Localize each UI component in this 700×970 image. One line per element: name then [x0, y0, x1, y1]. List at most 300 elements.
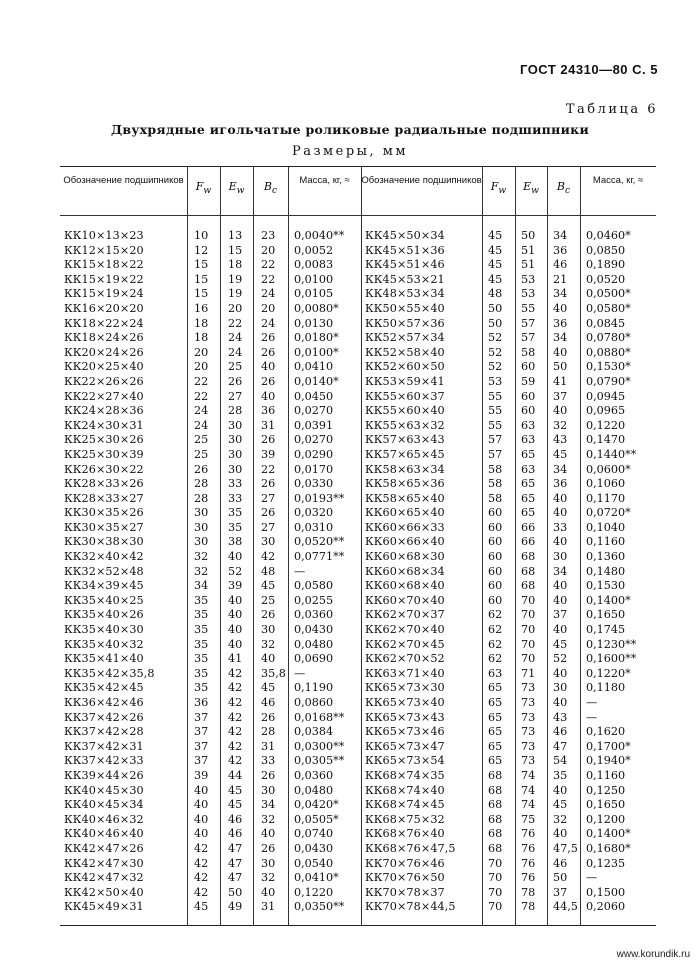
fw-cell: 68 [488, 827, 503, 841]
designation-cell: КК45×53×21 [365, 272, 445, 286]
ew-cell: 55 [521, 301, 536, 315]
fw-cell: 60 [488, 593, 503, 607]
mass-cell: 0,0270 [294, 404, 334, 418]
mass-cell: — [294, 564, 306, 578]
designation-cell: КК53×59×41 [365, 374, 445, 388]
designation-cell: КК40×45×30 [64, 783, 144, 797]
designation-cell: КК55×60×37 [365, 389, 445, 403]
designation-cell: КК52×60×50 [365, 360, 445, 374]
fw-cell: 62 [488, 637, 503, 651]
mass-cell: 0,0100* [294, 345, 339, 359]
fw-cell: 48 [488, 287, 503, 301]
table-row [60, 638, 656, 653]
table-row [60, 608, 656, 623]
bc-cell: 36 [553, 316, 568, 330]
designation-cell: КК42×47×30 [64, 856, 144, 870]
mass-cell: 0,1470 [586, 433, 626, 447]
fw-cell: 65 [488, 754, 503, 768]
table-row [60, 331, 656, 346]
designation-cell: КК65×73×40 [365, 696, 445, 709]
mass-cell: 0,1060 [586, 477, 626, 491]
bc-cell: 40 [553, 491, 568, 505]
table-row [60, 579, 656, 594]
fw-cell: 45 [488, 229, 503, 242]
ew-cell: 19 [228, 287, 243, 301]
mass-cell: 0,1180 [586, 681, 626, 695]
bc-cell: 26 [261, 841, 276, 855]
ew-cell: 57 [521, 316, 536, 330]
table-row [60, 886, 656, 901]
ew-cell: 57 [521, 331, 536, 345]
fw-cell: 45 [488, 243, 503, 257]
fw-cell: 22 [194, 374, 209, 388]
bc-cell: 45 [261, 579, 276, 593]
mass-cell: 0,1235 [586, 856, 626, 870]
designation-cell: КК35×40×26 [64, 608, 144, 622]
table-title: Двухрядные игольчатые роликовые радиальные подшипники [110, 122, 590, 137]
fw-cell: 45 [488, 272, 503, 286]
fw-cell: 62 [488, 623, 503, 637]
mass-cell: 0,0360 [294, 608, 334, 622]
mass-cell: 0,0255 [294, 593, 334, 607]
ew-cell: 73 [521, 710, 536, 724]
designation-cell: КК28×33×26 [64, 477, 144, 491]
designation-cell: КК16×20×20 [64, 301, 144, 315]
ew-cell: 40 [228, 608, 243, 622]
designation-cell: КК35×42×35,8 [64, 666, 155, 680]
mass-cell: 0,0410* [294, 871, 339, 885]
table-row [60, 696, 656, 711]
bc-cell: 52 [553, 652, 568, 666]
mass-cell: 0,0180* [294, 331, 339, 345]
ew-cell: 39 [228, 579, 243, 593]
ew-cell: 35 [228, 506, 243, 520]
table-row [60, 725, 656, 740]
mass-cell: 0,0790* [586, 374, 631, 388]
ew-cell: 73 [521, 681, 536, 695]
mass-cell: 0,1040 [586, 520, 626, 534]
ew-cell: 42 [228, 754, 243, 768]
table-row [60, 623, 656, 638]
mass-cell: 0,0480 [294, 783, 334, 797]
designation-cell: КК22×27×40 [64, 389, 144, 403]
ew-cell: 47 [228, 856, 243, 870]
designation-cell: КК35×42×45 [64, 681, 144, 695]
ew-cell: 65 [521, 491, 536, 505]
table-row [60, 346, 656, 361]
mass-cell: 0,0771** [294, 550, 345, 564]
bc-cell: 43 [553, 710, 568, 724]
designation-cell: КК30×35×27 [64, 520, 144, 534]
mass-cell: 0,0168** [294, 710, 345, 724]
bc-cell: 37 [553, 389, 568, 403]
fw-cell: 15 [194, 272, 209, 286]
fw-cell: 28 [194, 491, 209, 505]
ew-cell: 70 [521, 652, 536, 666]
designation-cell: КК68×76×47,5 [365, 841, 456, 855]
designation-cell: КК45×50×34 [365, 229, 445, 242]
bc-cell: 40 [553, 579, 568, 593]
mass-cell: 0,1400* [586, 593, 631, 607]
mass-cell: 0,0320 [294, 506, 334, 520]
fw-cell: 63 [488, 666, 503, 680]
mass-cell: 0,0850 [586, 243, 626, 257]
bc-cell: 33 [553, 520, 568, 534]
ew-cell: 74 [521, 798, 536, 812]
table-row [60, 433, 656, 448]
fw-cell: 26 [194, 462, 209, 476]
mass-cell: 0,0845 [586, 316, 626, 330]
bc-cell: 54 [553, 754, 568, 768]
bc-cell: 26 [261, 608, 276, 622]
fw-cell: 60 [488, 520, 503, 534]
fw-cell: 50 [488, 301, 503, 315]
bc-cell: 44,5 [553, 900, 578, 914]
table-row [60, 681, 656, 696]
ew-cell: 42 [228, 725, 243, 739]
mass-cell: 0,0305** [294, 754, 345, 768]
bc-cell: 22 [261, 462, 276, 476]
bc-cell: 40 [553, 666, 568, 680]
fw-cell: 42 [194, 841, 209, 855]
table-row [60, 477, 656, 492]
col-header-ew: $E_w$ [228, 180, 245, 197]
designation-cell: КК52×58×40 [365, 345, 445, 359]
designation-cell: КК37×42×28 [64, 725, 144, 739]
fw-cell: 60 [488, 579, 503, 593]
bc-cell: 48 [261, 564, 276, 578]
bc-cell: 20 [261, 243, 276, 257]
fw-cell: 15 [194, 287, 209, 301]
ew-cell: 60 [521, 360, 536, 374]
bc-cell: 26 [261, 710, 276, 724]
ew-cell: 27 [228, 389, 243, 403]
ew-cell: 65 [521, 506, 536, 520]
designation-cell: КК60×70×40 [365, 593, 445, 607]
bc-cell: 37 [553, 608, 568, 622]
fw-cell: 68 [488, 798, 503, 812]
ew-cell: 42 [228, 696, 243, 709]
col-header-bc: $B_c$ [556, 180, 571, 197]
mass-cell: 0,1250 [586, 783, 626, 797]
designation-cell: КК65×73×47 [365, 739, 445, 753]
fw-cell: 30 [194, 520, 209, 534]
mass-cell: 0,0420* [294, 798, 339, 812]
table-row [60, 871, 656, 886]
site-watermark: www.korundik.ru [616, 949, 690, 960]
fw-cell: 68 [488, 841, 503, 855]
mass-cell: 0,1160 [586, 768, 626, 782]
mass-cell: 0,0450 [294, 389, 334, 403]
table-row [60, 521, 656, 536]
designation-cell: КК30×35×26 [64, 506, 144, 520]
fw-cell: 35 [194, 593, 209, 607]
designation-cell: КК36×42×46 [64, 696, 144, 709]
ew-cell: 42 [228, 681, 243, 695]
designation-cell: КК50×55×40 [365, 301, 445, 315]
bc-cell: 45 [553, 447, 568, 461]
mass-cell: 0,0540 [294, 856, 334, 870]
bc-cell: 24 [261, 287, 276, 301]
designation-cell: КК57×63×43 [365, 433, 445, 447]
bc-cell: 40 [553, 301, 568, 315]
fw-cell: 24 [194, 404, 209, 418]
designation-cell: КК24×28×36 [64, 404, 144, 418]
ew-cell: 75 [521, 812, 536, 826]
bc-cell: 34 [553, 287, 568, 301]
ew-cell: 19 [228, 272, 243, 286]
mass-cell: 0,1200 [586, 812, 626, 826]
ew-cell: 66 [521, 535, 536, 549]
designation-cell: КК20×25×40 [64, 360, 144, 374]
table-row [60, 594, 656, 609]
designation-cell: КК70×78×44,5 [365, 900, 456, 914]
designation-cell: КК55×63×32 [365, 418, 445, 432]
ew-cell: 63 [521, 418, 536, 432]
bc-cell: 47,5 [553, 841, 578, 855]
ew-cell: 74 [521, 768, 536, 782]
bc-cell: 30 [553, 550, 568, 564]
fw-cell: 40 [194, 827, 209, 841]
ew-cell: 76 [521, 856, 536, 870]
bc-cell: 25 [261, 593, 276, 607]
ew-cell: 30 [228, 433, 243, 447]
bc-cell: 36 [553, 477, 568, 491]
ew-cell: 18 [228, 258, 243, 272]
bc-cell: 40 [553, 535, 568, 549]
mass-cell: 0,0100 [294, 272, 334, 286]
table-row [60, 667, 656, 682]
table-row [60, 842, 656, 857]
col-header-fw: $F_w$ [490, 180, 507, 197]
designation-cell: КК28×33×27 [64, 491, 144, 505]
fw-cell: 35 [194, 608, 209, 622]
bc-cell: 46 [553, 258, 568, 272]
ew-cell: 30 [228, 418, 243, 432]
mass-cell: 0,0505* [294, 812, 339, 826]
designation-cell: КК42×50×40 [64, 885, 144, 899]
mass-cell: 0,1600** [586, 652, 637, 666]
mass-cell: 0,0384 [294, 725, 334, 739]
ew-cell: 40 [228, 593, 243, 607]
fw-cell: 39 [194, 768, 209, 782]
ew-cell: 28 [228, 404, 243, 418]
bc-cell: 28 [261, 725, 276, 739]
designation-cell: КК68×74×35 [365, 768, 445, 782]
fw-cell: 28 [194, 477, 209, 491]
ew-cell: 22 [228, 316, 243, 330]
mass-cell: 0,0580* [586, 301, 631, 315]
bc-cell: 40 [553, 404, 568, 418]
designation-cell: КК34×39×45 [64, 579, 144, 593]
designation-cell: КК58×65×40 [365, 491, 445, 505]
designation-cell: КК30×38×30 [64, 535, 144, 549]
fw-cell: 37 [194, 710, 209, 724]
designation-cell: КК48×53×34 [365, 287, 445, 301]
ew-cell: 76 [521, 841, 536, 855]
bc-cell: 41 [553, 374, 568, 388]
bc-cell: 37 [553, 885, 568, 899]
mass-cell: 0,0690 [294, 652, 334, 666]
mass-cell: 0,1530* [586, 360, 631, 374]
bc-cell: 42 [261, 550, 276, 564]
designation-cell: КК68×74×40 [365, 783, 445, 797]
table-row [60, 900, 656, 915]
bc-cell: 40 [553, 506, 568, 520]
designation-cell: КК40×46×40 [64, 827, 144, 841]
designation-cell: КК68×75×32 [365, 812, 445, 826]
mass-cell: 0,0460* [586, 229, 631, 242]
col-header-fw: $F_w$ [195, 180, 212, 197]
bc-cell: 34 [553, 229, 568, 242]
table-row [60, 857, 656, 872]
fw-cell: 34 [194, 579, 209, 593]
fw-cell: 30 [194, 535, 209, 549]
mass-cell: 0,1890 [586, 258, 626, 272]
bc-cell: 46 [553, 856, 568, 870]
bc-cell: 50 [553, 871, 568, 885]
ew-cell: 63 [521, 433, 536, 447]
designation-cell: КК15×19×22 [64, 272, 144, 286]
bc-cell: 26 [261, 433, 276, 447]
table-row [60, 273, 656, 288]
ew-cell: 73 [521, 696, 536, 709]
table-row [60, 448, 656, 463]
designation-cell: КК35×41×40 [64, 652, 144, 666]
bc-cell: 30 [261, 856, 276, 870]
table-number: Таблица 6 [565, 102, 658, 117]
mass-cell: 0,2060 [586, 900, 626, 914]
bc-cell: 26 [261, 477, 276, 491]
mass-cell: 0,1650 [586, 608, 626, 622]
mass-cell: 0,0880* [586, 345, 631, 359]
bc-cell: 46 [553, 725, 568, 739]
ew-cell: 42 [228, 666, 243, 680]
ew-cell: 68 [521, 564, 536, 578]
bc-cell: 26 [261, 345, 276, 359]
table-row [60, 754, 656, 769]
ew-cell: 60 [521, 404, 536, 418]
fw-cell: 45 [488, 258, 503, 272]
ew-cell: 63 [521, 462, 536, 476]
table-row [60, 229, 656, 244]
ew-cell: 68 [521, 550, 536, 564]
designation-cell: КК70×76×50 [365, 871, 445, 885]
mass-cell: 0,0500* [586, 287, 631, 301]
mass-cell: 0,1480 [586, 564, 626, 578]
ew-cell: 46 [228, 827, 243, 841]
fw-cell: 24 [194, 418, 209, 432]
bc-cell: 31 [261, 900, 276, 914]
designation-cell: КК39×44×26 [64, 768, 144, 782]
fw-cell: 62 [488, 652, 503, 666]
fw-cell: 65 [488, 739, 503, 753]
designation-cell: КК45×49×31 [64, 900, 144, 914]
fw-cell: 55 [488, 389, 503, 403]
fw-cell: 68 [488, 812, 503, 826]
ew-cell: 40 [228, 550, 243, 564]
bc-cell: 22 [261, 272, 276, 286]
mass-cell: 0,0170 [294, 462, 334, 476]
designation-cell: КК60×68×34 [365, 564, 445, 578]
ew-cell: 73 [521, 739, 536, 753]
designation-cell: КК22×26×26 [64, 374, 144, 388]
fw-cell: 37 [194, 754, 209, 768]
fw-cell: 30 [194, 506, 209, 520]
designation-cell: КК55×60×40 [365, 404, 445, 418]
designation-cell: КК58×65×36 [365, 477, 445, 491]
mass-cell: 0,0360 [294, 768, 334, 782]
mass-cell: — [586, 871, 598, 885]
mass-cell: 0,0860 [294, 696, 334, 709]
fw-cell: 37 [194, 725, 209, 739]
fw-cell: 55 [488, 404, 503, 418]
col-header-mass: Масса, кг, ≈ [299, 175, 350, 186]
fw-cell: 42 [194, 871, 209, 885]
ew-cell: 73 [521, 725, 536, 739]
ew-cell: 46 [228, 812, 243, 826]
designation-cell: КК20×24×26 [64, 345, 144, 359]
designation-cell: КК32×40×42 [64, 550, 144, 564]
bc-cell: 32 [553, 812, 568, 826]
mass-cell: 0,0300** [294, 739, 345, 753]
table-row [60, 784, 656, 799]
fw-cell: 40 [194, 798, 209, 812]
mass-cell: 0,0480 [294, 637, 334, 651]
ew-cell: 65 [521, 447, 536, 461]
bc-cell: 24 [261, 316, 276, 330]
ew-cell: 51 [521, 258, 536, 272]
ew-cell: 24 [228, 331, 243, 345]
designation-cell: КК37×42×31 [64, 739, 144, 753]
table-row [60, 404, 656, 419]
table-row [60, 492, 656, 507]
mass-cell: 0,0430 [294, 841, 334, 855]
designation-cell: КК37×42×26 [64, 710, 144, 724]
mass-cell: 0,1650 [586, 798, 626, 812]
mass-cell: 0,1500 [586, 885, 626, 899]
mass-cell: — [586, 710, 598, 724]
bc-cell: 30 [261, 535, 276, 549]
bc-cell: 40 [261, 885, 276, 899]
fw-cell: 53 [488, 374, 503, 388]
bc-cell: 26 [261, 506, 276, 520]
fw-cell: 16 [194, 301, 209, 315]
fw-cell: 36 [194, 696, 209, 709]
designation-cell: КК35×40×32 [64, 637, 144, 651]
fw-cell: 40 [194, 812, 209, 826]
designation-cell: КК26×30×22 [64, 462, 144, 476]
bc-cell: 23 [261, 229, 276, 242]
bc-cell: 30 [261, 623, 276, 637]
header-rule [60, 215, 656, 216]
table-row [60, 769, 656, 784]
mass-cell: 0,1230** [586, 637, 637, 651]
bc-cell: 40 [553, 783, 568, 797]
designation-cell: КК15×19×24 [64, 287, 144, 301]
mass-cell: 0,0105 [294, 287, 334, 301]
ew-cell: 50 [228, 885, 243, 899]
mass-cell: 0,0330 [294, 477, 334, 491]
table-row [60, 463, 656, 478]
ew-cell: 68 [521, 579, 536, 593]
designation-cell: КК40×46×32 [64, 812, 144, 826]
fw-cell: 65 [488, 725, 503, 739]
ew-cell: 66 [521, 520, 536, 534]
bc-cell: 45 [553, 798, 568, 812]
fw-cell: 62 [488, 608, 503, 622]
table-row [60, 419, 656, 434]
